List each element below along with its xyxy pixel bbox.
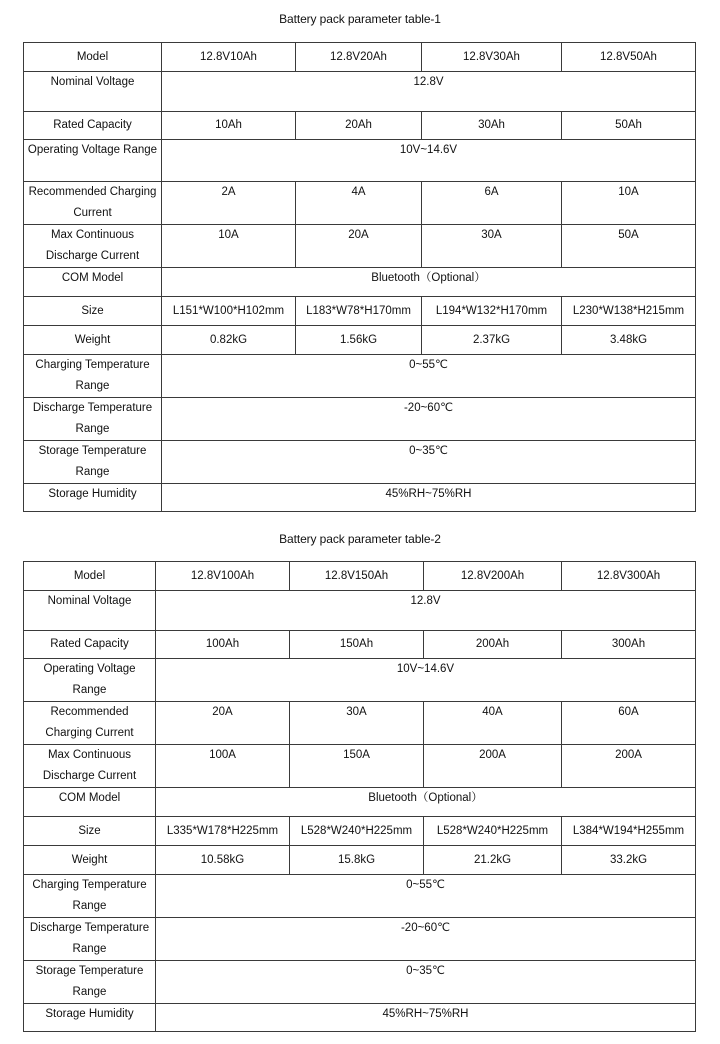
- value-cell: 10V~14.6V: [162, 140, 696, 182]
- row-label: Rated Capacity: [24, 631, 156, 659]
- value-cell: L335*W178*H225mm: [156, 817, 290, 846]
- model-cell: 12.8V10Ah: [162, 43, 296, 72]
- table-row-recommended-charging-current: [24, 182, 696, 225]
- value-cell: L151*W100*H102mm: [162, 297, 296, 326]
- value-cell: L230*W138*H215mm: [562, 297, 696, 326]
- table-row-recommended-charging-current: [24, 702, 696, 745]
- value-cell: 300Ah: [562, 631, 696, 659]
- row-label: COM Model: [24, 268, 162, 297]
- value-cell: 20A: [156, 702, 290, 745]
- value-cell: 45%RH~75%RH: [162, 484, 696, 512]
- value-cell: 45%RH~75%RH: [156, 1004, 696, 1032]
- table-row-max-continuous-discharge-current: [24, 745, 696, 788]
- row-label: Weight: [24, 846, 156, 875]
- value-cell: L528*W240*H225mm: [290, 817, 424, 846]
- value-cell: 10A: [162, 225, 296, 268]
- row-label: Recommended Charging Current: [24, 182, 162, 225]
- row-label: Storage Humidity: [24, 1004, 156, 1032]
- row-label: Operating Voltage Range: [24, 659, 156, 702]
- table-row-weight: [24, 326, 696, 355]
- table-row-max-continuous-discharge-current: [24, 225, 696, 268]
- row-label: Max Continuous Discharge Current: [24, 745, 156, 788]
- battery-parameter-table-2: [23, 561, 696, 1032]
- row-label: Nominal Voltage: [24, 591, 156, 631]
- value-cell: 60A: [562, 702, 696, 745]
- value-cell: 20A: [296, 225, 422, 268]
- row-label: Recommended Charging Current: [24, 702, 156, 745]
- value-cell: 30A: [290, 702, 424, 745]
- value-cell: Bluetooth（Optional）: [156, 788, 696, 817]
- value-cell: 10.58kG: [156, 846, 290, 875]
- row-label: Storage Humidity: [24, 484, 162, 512]
- row-label: Nominal Voltage: [24, 72, 162, 112]
- table-row-size: [24, 297, 696, 326]
- table-row-com-model: [24, 268, 696, 297]
- value-cell: 200A: [424, 745, 562, 788]
- value-cell: 150Ah: [290, 631, 424, 659]
- table-row-model: [24, 43, 696, 72]
- value-cell: 0~35℃: [156, 961, 696, 1004]
- table-row-discharge-temperature-range: [24, 918, 696, 961]
- value-cell: 3.48kG: [562, 326, 696, 355]
- value-cell: 150A: [290, 745, 424, 788]
- table-row-model: [24, 562, 696, 591]
- value-cell: 0.82kG: [162, 326, 296, 355]
- value-cell: 0~55℃: [156, 875, 696, 918]
- value-cell: 20Ah: [296, 112, 422, 140]
- table-2-caption: Battery pack parameter table-2: [279, 532, 441, 546]
- table-row-charging-temperature-range: [24, 355, 696, 398]
- row-label: Rated Capacity: [24, 112, 162, 140]
- row-label: Charging Temperature Range: [24, 355, 162, 398]
- value-cell: 6A: [422, 182, 562, 225]
- table-row-discharge-temperature-range: [24, 398, 696, 441]
- table-row-rated-capacity: [24, 112, 696, 140]
- value-cell: 30Ah: [422, 112, 562, 140]
- value-cell: 21.2kG: [424, 846, 562, 875]
- value-cell: 1.56kG: [296, 326, 422, 355]
- value-cell: 200Ah: [424, 631, 562, 659]
- value-cell: 0~35℃: [162, 441, 696, 484]
- table-row-storage-temperature-range: [24, 441, 696, 484]
- value-cell: -20~60℃: [162, 398, 696, 441]
- value-cell: 10A: [562, 182, 696, 225]
- model-cell: 12.8V150Ah: [290, 562, 424, 591]
- value-cell: L183*W78*H170mm: [296, 297, 422, 326]
- value-cell: 100Ah: [156, 631, 290, 659]
- row-label: Weight: [24, 326, 162, 355]
- value-cell: 4A: [296, 182, 422, 225]
- value-cell: 12.8V: [156, 591, 696, 631]
- value-cell: 15.8kG: [290, 846, 424, 875]
- row-label: Model: [24, 562, 156, 591]
- row-label: Storage Temperature Range: [24, 441, 162, 484]
- table-row-nominal-voltage: [24, 591, 696, 631]
- row-label: Max Continuous Discharge Current: [24, 225, 162, 268]
- row-label: Size: [24, 817, 156, 846]
- table-row-weight: [24, 846, 696, 875]
- value-cell: Bluetooth（Optional）: [162, 268, 696, 297]
- value-cell: L194*W132*H170mm: [422, 297, 562, 326]
- table-row-rated-capacity: [24, 631, 696, 659]
- table-1-caption: Battery pack parameter table-1: [279, 12, 441, 26]
- table-row-nominal-voltage: [24, 72, 696, 112]
- table-row-size: [24, 817, 696, 846]
- value-cell: 40A: [424, 702, 562, 745]
- value-cell: 10Ah: [162, 112, 296, 140]
- table-row-operating-voltage-range: [24, 659, 696, 702]
- row-label: Charging Temperature Range: [24, 875, 156, 918]
- row-label: Model: [24, 43, 162, 72]
- row-label: COM Model: [24, 788, 156, 817]
- row-label: Discharge Temperature Range: [24, 918, 156, 961]
- model-cell: 12.8V200Ah: [424, 562, 562, 591]
- value-cell: 200A: [562, 745, 696, 788]
- row-label: Discharge Temperature Range: [24, 398, 162, 441]
- model-cell: 12.8V30Ah: [422, 43, 562, 72]
- table-row-storage-humidity: [24, 484, 696, 512]
- table-row-com-model: [24, 788, 696, 817]
- value-cell: 50Ah: [562, 112, 696, 140]
- value-cell: 100A: [156, 745, 290, 788]
- model-cell: 12.8V50Ah: [562, 43, 696, 72]
- value-cell: 33.2kG: [562, 846, 696, 875]
- table-row-storage-humidity: [24, 1004, 696, 1032]
- value-cell: 10V~14.6V: [156, 659, 696, 702]
- table-row-charging-temperature-range: [24, 875, 696, 918]
- value-cell: 12.8V: [162, 72, 696, 112]
- model-cell: 12.8V20Ah: [296, 43, 422, 72]
- model-cell: 12.8V100Ah: [156, 562, 290, 591]
- value-cell: L384*W194*H255mm: [562, 817, 696, 846]
- row-label: Storage Temperature Range: [24, 961, 156, 1004]
- value-cell: -20~60℃: [156, 918, 696, 961]
- battery-parameter-table-1: [23, 42, 696, 512]
- table-row-operating-voltage-range: [24, 140, 696, 182]
- value-cell: 0~55℃: [162, 355, 696, 398]
- value-cell: 2A: [162, 182, 296, 225]
- row-label: Operating Voltage Range: [24, 140, 162, 182]
- value-cell: 50A: [562, 225, 696, 268]
- value-cell: 30A: [422, 225, 562, 268]
- value-cell: 2.37kG: [422, 326, 562, 355]
- row-label: Size: [24, 297, 162, 326]
- table-row-storage-temperature-range: [24, 961, 696, 1004]
- model-cell: 12.8V300Ah: [562, 562, 696, 591]
- value-cell: L528*W240*H225mm: [424, 817, 562, 846]
